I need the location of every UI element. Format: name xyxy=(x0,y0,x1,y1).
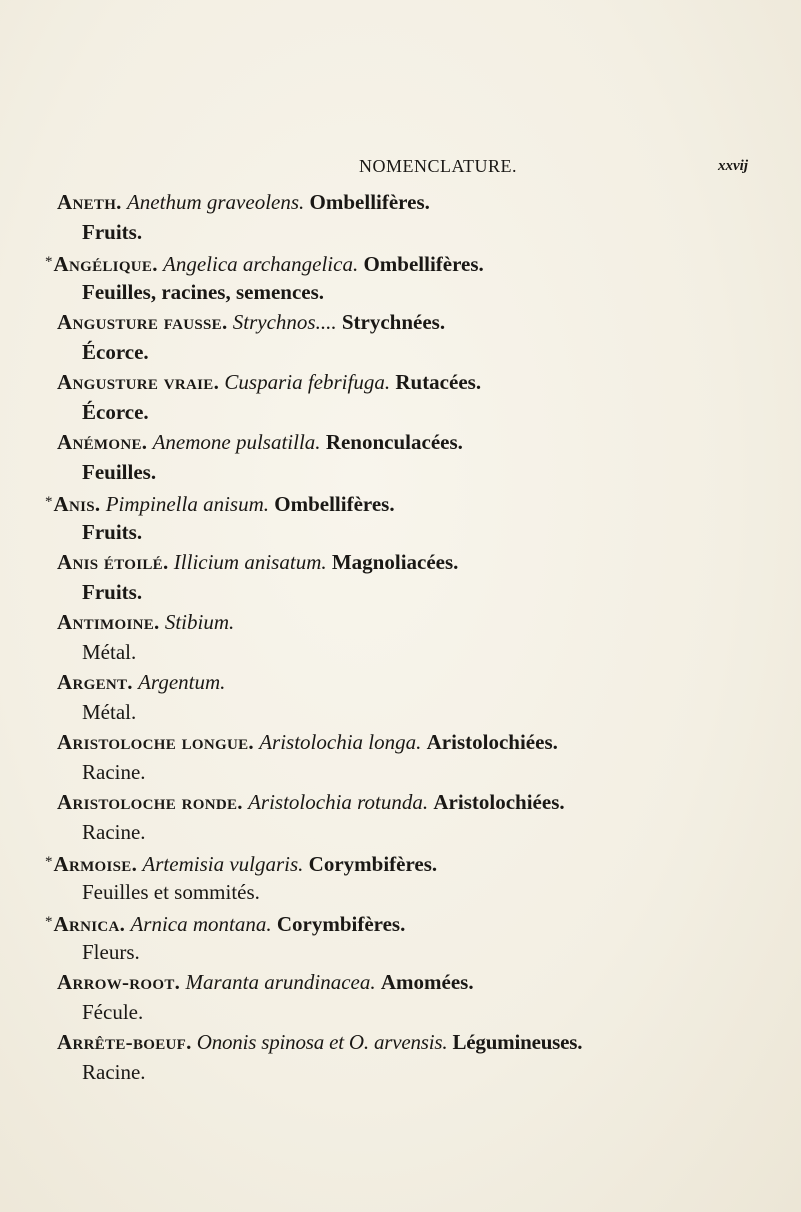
entry-part: Fécule. xyxy=(82,1000,144,1024)
entry-name-line xyxy=(57,367,481,397)
entry-term: Aristoloche ronde. xyxy=(57,790,243,814)
entry-term: Aristoloche longue. xyxy=(57,730,254,754)
entry-latin-name: Aristolochia longa. xyxy=(259,730,422,754)
entry-name-line xyxy=(57,427,463,457)
entry-name-line xyxy=(57,1027,582,1057)
entry-term: Armoise. xyxy=(53,852,138,876)
entry-term: Anis étoilé. xyxy=(57,550,169,574)
entry-family: Amomées. xyxy=(380,970,474,994)
entry-family: Rutacées. xyxy=(395,370,482,394)
entry-part: Écorce. xyxy=(82,340,149,364)
entry-term: Angusture vraie. xyxy=(57,370,220,394)
entry-term: Arnica. xyxy=(53,912,126,936)
entry-part: Feuilles. xyxy=(82,460,157,484)
entry-latin-name: Strychnos.... xyxy=(232,310,337,334)
entry-latin-name: Aristolochia rotunda. xyxy=(248,790,429,814)
entry-part: Fruits. xyxy=(82,580,143,604)
entry-latin-name: Anethum graveolens. xyxy=(126,190,305,214)
entry-term: Aneth. xyxy=(57,190,122,214)
entry-name-line xyxy=(57,787,565,817)
entry-part: Fruits. xyxy=(82,520,143,544)
entry-latin-name: Anemone pulsatilla. xyxy=(152,430,321,454)
entry-part: Feuilles et sommités. xyxy=(82,880,260,904)
entry-family: Ombellifères. xyxy=(309,190,430,214)
entry-family: Renonculacées. xyxy=(325,430,463,454)
entry-family: Ombellifères. xyxy=(274,492,395,516)
entry-latin-name: Maranta arundinacea. xyxy=(185,970,376,994)
entry-family: Corymbifères. xyxy=(308,852,438,876)
entry-latin-name: Ononis spinosa et O. arvensis. xyxy=(196,1030,448,1054)
entry-name-line xyxy=(57,187,430,217)
entry-star-marker: * xyxy=(45,254,53,270)
entry-name-line xyxy=(57,967,474,997)
entry-term: Antimoine. xyxy=(57,610,160,634)
entry-family: Corymbifères. xyxy=(276,912,406,936)
entry-name-line xyxy=(45,847,437,879)
entry-term: Arrête-boeuf. xyxy=(57,1030,192,1054)
entry-part: Métal. xyxy=(82,700,137,724)
entry-star-marker: * xyxy=(45,914,53,930)
entry-name-line xyxy=(45,247,484,279)
entry-term: Angusture fausse. xyxy=(57,310,228,334)
entry-latin-name: Angelica archangelica. xyxy=(163,252,359,276)
entry-term: Anis. xyxy=(53,492,101,516)
entry-latin-name: Stibium. xyxy=(164,610,235,634)
entry-family: Légumineuses. xyxy=(452,1030,583,1054)
entry-part: Fleurs. xyxy=(82,940,140,964)
entry-part: Racine. xyxy=(82,1060,146,1084)
entry-latin-name: Illicium anisatum. xyxy=(173,550,327,574)
entry-part: Racine. xyxy=(82,820,146,844)
entry-latin-name: Pimpinella anisum. xyxy=(105,492,270,516)
entry-family: Strychnées. xyxy=(341,310,446,334)
entry-family: Magnoliacées. xyxy=(331,550,459,574)
page-number: xxvij xyxy=(718,158,748,174)
entry-part: Racine. xyxy=(82,760,146,784)
entry-name-line xyxy=(57,607,234,637)
entry-name-line xyxy=(57,667,225,697)
entry-family: Ombellifères. xyxy=(363,252,484,276)
entry-latin-name: Artemisia vulgaris. xyxy=(142,852,304,876)
entry-star-marker: * xyxy=(45,854,53,870)
entry-family: Aristolochiées. xyxy=(433,790,565,814)
entry-latin-name: Cusparia febrifuga. xyxy=(224,370,391,394)
entry-term: Arrow-root. xyxy=(57,970,181,994)
entry-term: Argent. xyxy=(57,670,133,694)
entry-part: Écorce. xyxy=(82,400,149,424)
entry-term: Angélique. xyxy=(53,252,158,276)
entry-name-line xyxy=(57,307,445,337)
entry-family: Aristolochiées. xyxy=(426,730,558,754)
entry-latin-name: Argentum. xyxy=(138,670,226,694)
page-header xyxy=(0,156,801,182)
entry-latin-name: Arnica montana. xyxy=(130,912,272,936)
entry-name-line xyxy=(45,487,395,519)
entry-name-line xyxy=(45,907,405,939)
entry-term: Anémone. xyxy=(57,430,148,454)
entry-name-line xyxy=(57,547,458,577)
entry-part: Feuilles, racines, semences. xyxy=(82,280,325,304)
page-title: NOMENCLATURE. xyxy=(359,156,517,176)
entry-name-line xyxy=(57,727,558,757)
entry-part: Métal. xyxy=(82,640,137,664)
entry-star-marker: * xyxy=(45,494,53,510)
entry-part: Fruits. xyxy=(82,220,143,244)
